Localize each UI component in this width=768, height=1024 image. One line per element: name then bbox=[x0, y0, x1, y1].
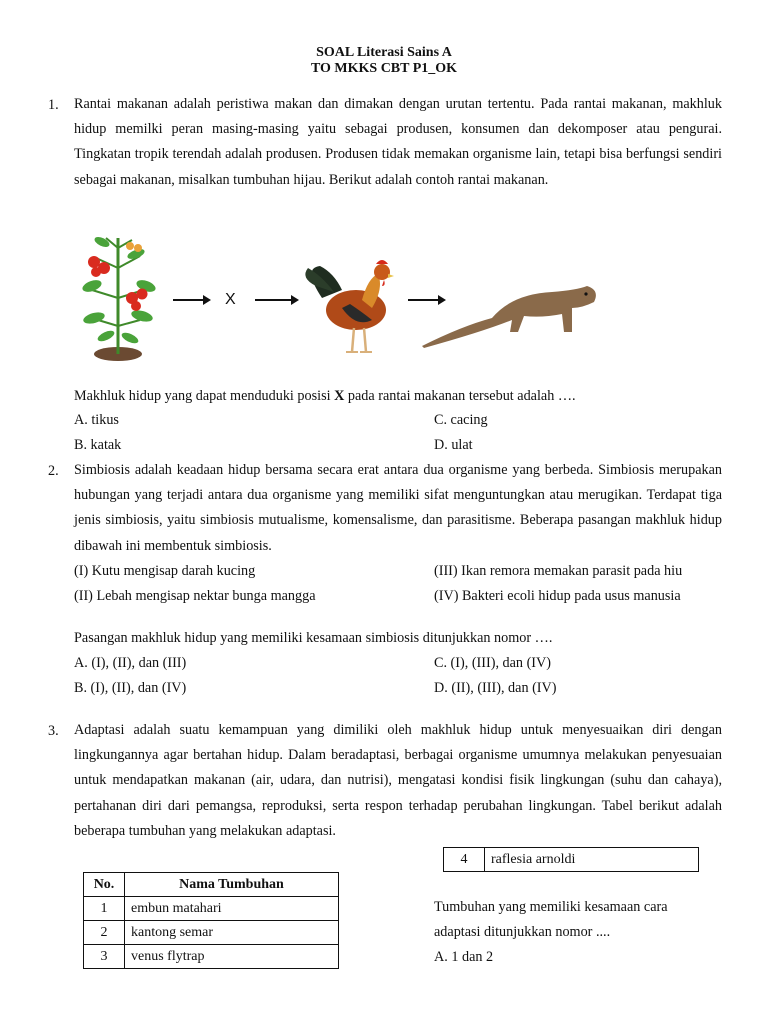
table-cell-no: 2 bbox=[84, 921, 125, 945]
table-cell-no: 4 bbox=[444, 848, 485, 872]
q1-question: Makhluk hidup yang dapat menduduki posisi X pada rantai makanan tersebut adalah …. bbox=[74, 388, 576, 404]
q2-option-c[interactable]: C. (I), (III), dan (IV) bbox=[434, 655, 551, 671]
table-cell-name: kantong semar bbox=[125, 921, 339, 945]
page-title: SOAL Literasi Sains A bbox=[316, 45, 452, 60]
plant-table-continued bbox=[443, 847, 699, 872]
table-cell-name: raflesia arnoldi bbox=[485, 848, 699, 872]
q3-text: Adaptasi adalah suatu kemampuan yang dimiliki oleh makhluk hidup untuk menyesuaikan diri dengan lingkungannya agar bertahan hidup. Dalam beradaptasi, berbagai organisme umumnya melakukan penyesuaian untuk mendapatkan makanan (air, udara, dan nutrisi), mengatasi kondisi fisik lingkungan (suhu dan cahaya), pertahanan diri dari pemangsa, reproduksi, serta respon terhadap perubahan lingkungan. Tabel berikut adalah beberapa tumbuhan yang melakukan adaptasi. bbox=[74, 722, 722, 839]
page-subtitle: TO MKKS CBT P1_OK bbox=[310, 61, 458, 76]
q3-option-a[interactable]: A. 1 dan 2 bbox=[434, 949, 494, 965]
q2-option-b[interactable]: B. (I), (II), dan (IV) bbox=[74, 680, 187, 696]
table-header-row bbox=[84, 873, 339, 897]
food-chain-illustration bbox=[72, 228, 612, 363]
q1-option-c[interactable]: C. cacing bbox=[434, 412, 488, 428]
table-cell-name: venus flytrap bbox=[125, 945, 339, 969]
table-header-name: Nama Tumbuhan bbox=[125, 873, 339, 897]
q2-question: Pasangan makhluk hidup yang memiliki kesamaan simbiosis ditunjukkan nomor …. bbox=[74, 630, 553, 646]
rooster-icon bbox=[305, 260, 394, 352]
q3-number: 3. bbox=[48, 723, 59, 739]
q3-question-line1: Tumbuhan yang memiliki kesamaan cara bbox=[434, 899, 668, 915]
table-row bbox=[84, 897, 339, 921]
q1-number: 1. bbox=[48, 97, 59, 113]
table-cell-no: 1 bbox=[84, 897, 125, 921]
q3-question-line2: adaptasi ditunjukkan nomor .... bbox=[434, 924, 611, 940]
q1-option-d[interactable]: D. ulat bbox=[434, 437, 473, 453]
q1-option-a[interactable]: A. tikus bbox=[74, 412, 119, 428]
plant-table bbox=[83, 872, 339, 969]
q2-item-3: (III) Ikan remora memakan parasit pada hiu bbox=[434, 563, 683, 579]
chain-x-label: X bbox=[225, 291, 236, 308]
table-cell-name: embun matahari bbox=[125, 897, 339, 921]
q1-option-b[interactable]: B. katak bbox=[74, 437, 122, 453]
table-row bbox=[84, 921, 339, 945]
q1-text: Rantai makanan adalah peristiwa makan dan dimakan dengan urutan tertentu. Pada rantai makanan, makhluk hidup memilki peran masing-masing yaitu sebagai produsen, konsumen dan dekomposer atau pengurai. Tingkatan tropik terendah adalah produsen. Produsen tidak memakan organisme lain, tetapi bisa berfungsi sendiri sebagai makanan, misalkan tumbuhan hijau. Berikut adalah contoh rantai makanan. bbox=[74, 96, 722, 188]
q2-item-2: (II) Lebah mengisap nektar bunga mangga bbox=[74, 588, 316, 604]
table-header-no: No. bbox=[84, 873, 125, 897]
q2-number: 2. bbox=[48, 463, 59, 479]
table-cell-no: 3 bbox=[84, 945, 125, 969]
q2-option-a[interactable]: A. (I), (II), dan (III) bbox=[74, 655, 187, 671]
q2-option-d[interactable]: D. (II), (III), dan (IV) bbox=[434, 680, 557, 696]
mongoose-icon bbox=[422, 286, 596, 348]
table-row bbox=[444, 848, 699, 872]
q2-item-1: (I) Kutu mengisap darah kucing bbox=[74, 563, 256, 579]
q2-item-4: (IV) Bakteri ecoli hidup pada usus manusia bbox=[434, 588, 681, 604]
table-row bbox=[84, 945, 339, 969]
tomato-plant-icon bbox=[81, 235, 157, 361]
q2-text: Simbiosis adalah keadaan hidup bersama secara erat antara dua organisme yang berbeda. Simbiosis merupakan hubungan yang terjadi antara dua organisme yang memiliki sifat menguntungkan atau merugikan. Terdapat tiga jenis simbiosis, yaitu simbiosis mutualisme, komensalisme, dan parasitisme. Beberapa pasangan makhluk hidup dibawah ini membentuk simbiosis. bbox=[74, 462, 722, 554]
